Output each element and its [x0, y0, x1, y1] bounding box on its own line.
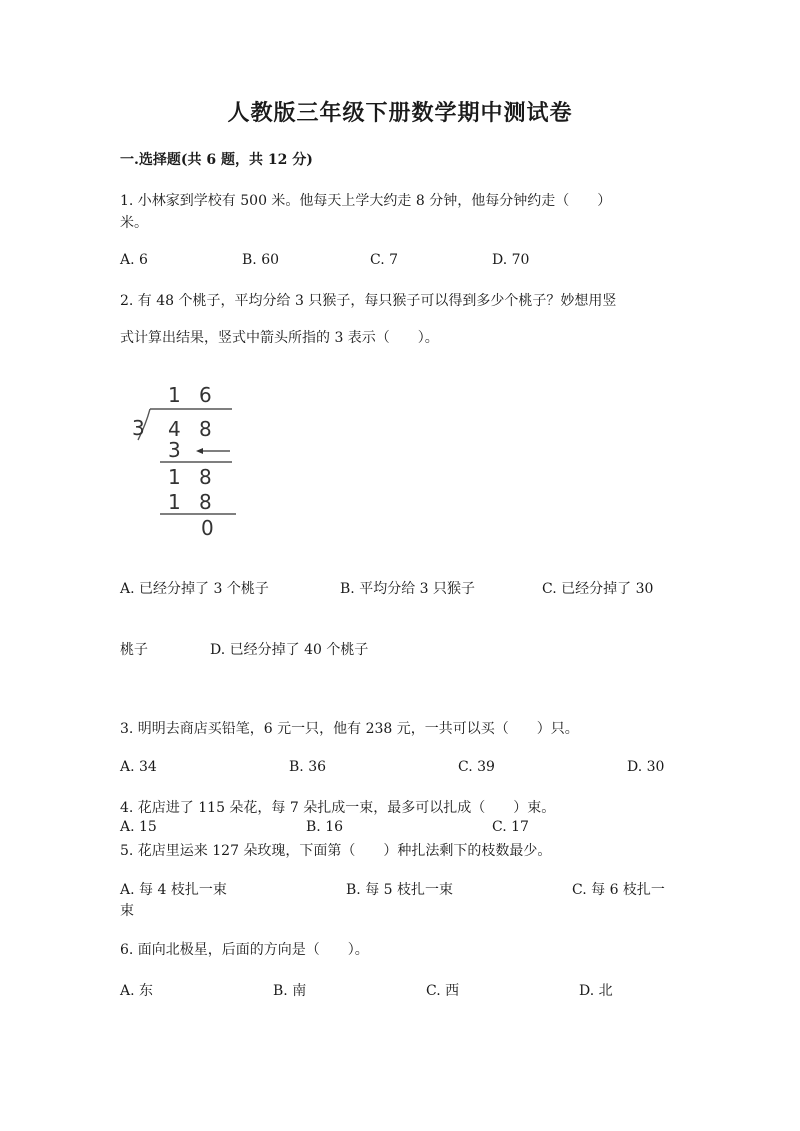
- question-4-line-1: 4. 花店进了 115 朵花，每 7 朵扎成一束，最多可以扎成（ ）束。: [120, 800, 556, 816]
- dividend-digit-1: 4: [168, 417, 181, 441]
- question-3-option-b: B. 36: [289, 759, 327, 775]
- step-2-digit-2: 8: [199, 465, 212, 489]
- question-1-option-a: A. 6: [120, 252, 148, 268]
- question-6-option-b: B. 南: [273, 983, 307, 999]
- step-1-digit: 3: [168, 438, 181, 462]
- question-2-option-a: A. 已经分掉了 3 个桃子: [120, 581, 269, 597]
- step-3-digit-1: 1: [168, 490, 181, 514]
- question-5-option-c-continued: 束: [120, 903, 134, 919]
- question-6-line-1: 6. 面向北极星，后面的方向是（ ）。: [120, 942, 369, 958]
- question-2-option-c: C. 已经分掉了 30: [542, 581, 654, 597]
- question-5-option-b: B. 每 5 枝扎一束: [346, 882, 453, 898]
- question-2-line-1: 2. 有 48 个桃子，平均分给 3 只猴子，每只猴子可以得到多少个桃子？妙想用竖: [120, 293, 617, 309]
- question-2-line-2: 式计算出结果，竖式中箭头所指的 3 表示（ ）。: [120, 330, 439, 346]
- question-4-option-c: C. 17: [492, 819, 529, 835]
- question-2-option-d: D. 已经分掉了 40 个桃子: [210, 642, 369, 658]
- question-1-option-d: D. 70: [492, 252, 530, 268]
- page-title: 人教版三年级下册数学期中测试卷: [227, 100, 573, 126]
- section-heading: 一.选择题(共 6 题，共 12 分): [120, 152, 313, 168]
- step-2-digit-1: 1: [168, 465, 181, 489]
- long-division-figure: [120, 378, 260, 543]
- question-2-option-b: B. 平均分给 3 只猴子: [340, 581, 475, 597]
- question-5-option-a: A. 每 4 枝扎一束: [120, 882, 227, 898]
- question-1-line-1: 1. 小林家到学校有 500 米。他每天上学大约走 8 分钟，他每分钟约走（ ）: [120, 193, 612, 209]
- question-3-option-a: A. 34: [120, 759, 157, 775]
- question-3-line-1: 3. 明明去商店买铅笔，6 元一只，他有 238 元，一共可以买（ ）只。: [120, 721, 579, 737]
- question-6-option-d: D. 北: [579, 983, 613, 999]
- question-4-option-a: A. 15: [120, 819, 157, 835]
- question-6-option-c: C. 西: [426, 983, 460, 999]
- quotient-digit-1: 1: [168, 383, 181, 407]
- question-1-option-b: B. 60: [242, 252, 280, 268]
- question-2-option-c-continued: 桃子: [120, 642, 148, 658]
- question-3-option-c: C. 39: [458, 759, 495, 775]
- dividend-digit-2: 8: [199, 417, 212, 441]
- question-3-option-d: D. 30: [627, 759, 665, 775]
- question-1-line-2: 米。: [120, 215, 148, 231]
- question-6-option-a: A. 东: [120, 983, 154, 999]
- arrow-head-icon: [196, 448, 203, 454]
- question-4-option-b: B. 16: [306, 819, 344, 835]
- question-5-line-1: 5. 花店里运来 127 朵玫瑰，下面第（ ）种扎法剩下的枝数最少。: [120, 843, 552, 859]
- question-1-option-c: C. 7: [370, 252, 399, 268]
- quotient-digit-2: 6: [199, 383, 212, 407]
- step-3-digit-2: 8: [199, 490, 212, 514]
- question-5-option-c: C. 每 6 枝扎一: [572, 882, 665, 898]
- divisor-digit: 3: [132, 416, 145, 440]
- remainder-digit: 0: [201, 516, 214, 540]
